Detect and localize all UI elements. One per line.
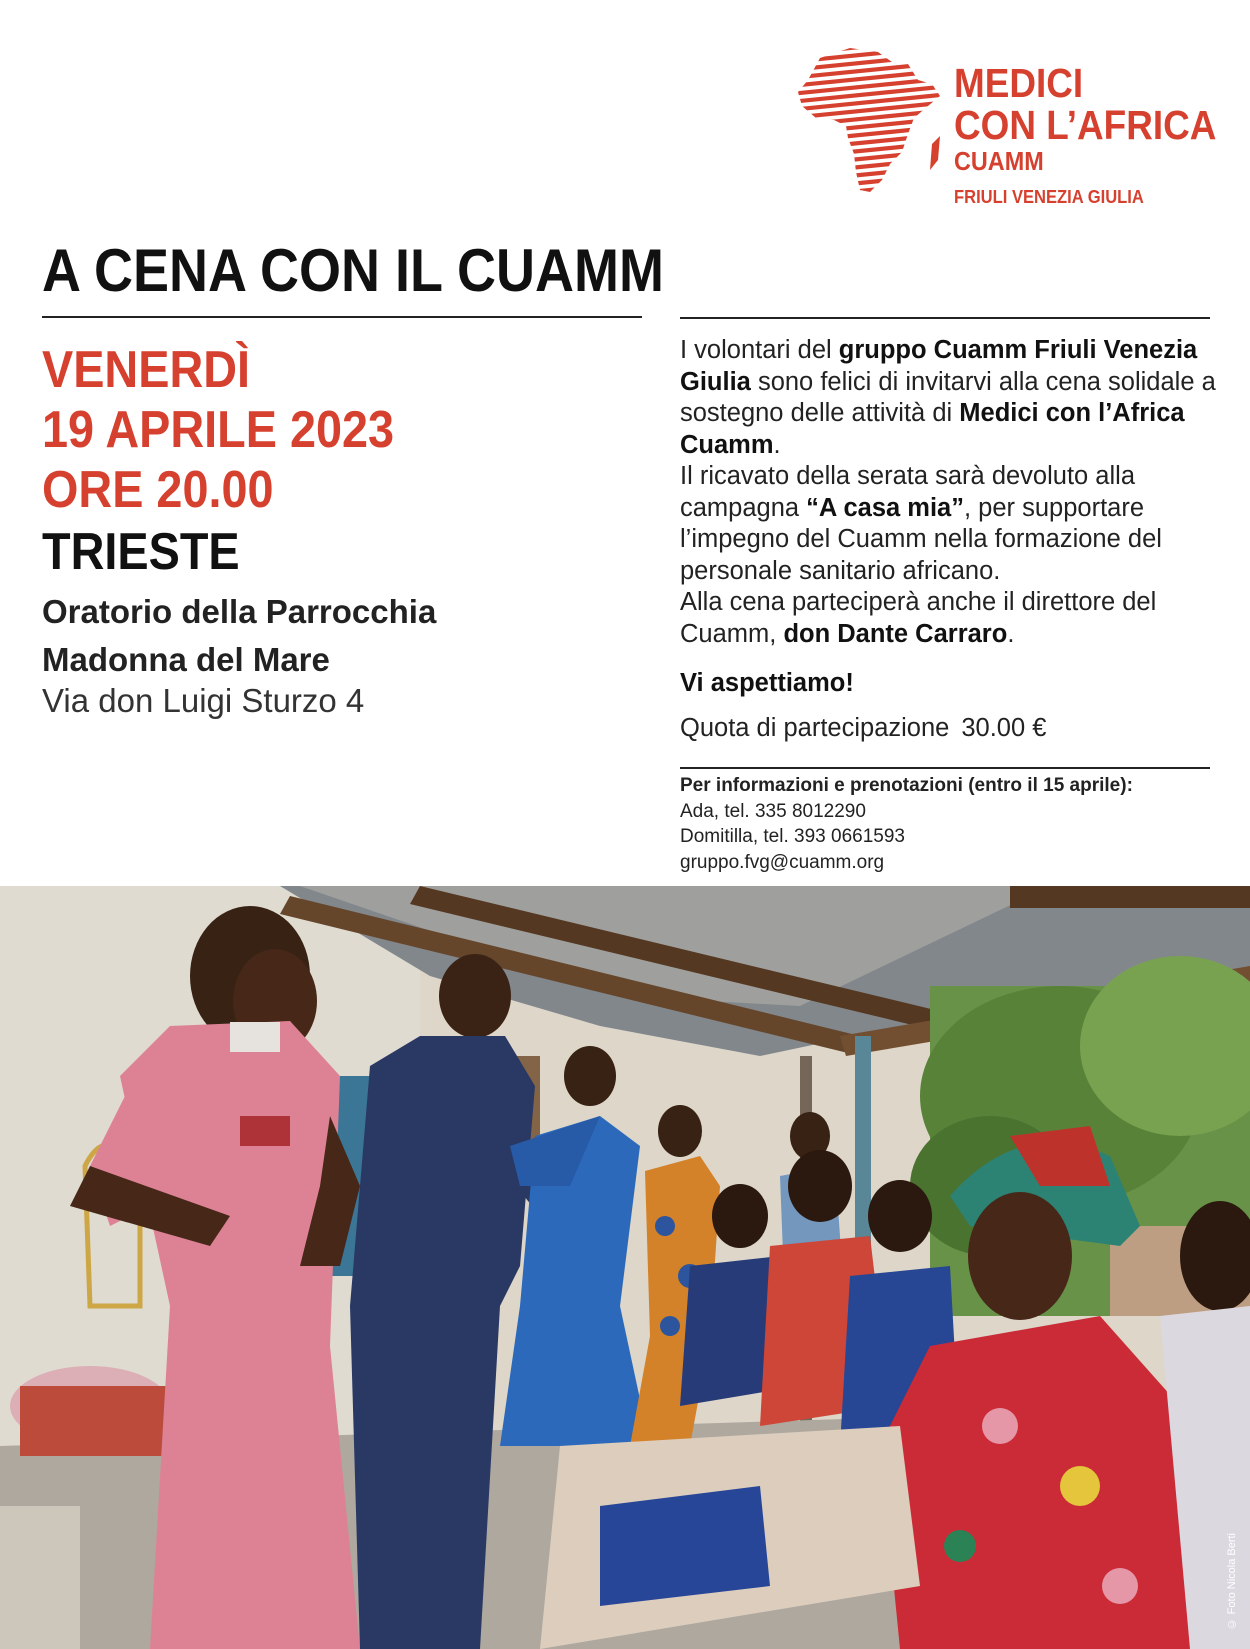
desc-text: sono felici di invitarvi alla cena solidale a sostegno delle attività di <box>680 367 1216 427</box>
event-photo <box>0 886 1250 1649</box>
desc-group-name: gruppo Cuamm Friuli Venezia Giulia <box>680 336 1198 396</box>
welcome-text: Vi aspettiamo! <box>680 669 854 697</box>
description-paragraph-1 <box>680 335 1220 461</box>
desc-text: , per supportare l’impegno del Cuamm nella formazione del personale sanitario africano. <box>680 493 1162 585</box>
contact-info <box>680 773 1133 875</box>
divider-info <box>680 767 1210 769</box>
logo-line-region: FRIULI VENEZIA GIULIA <box>954 187 1144 207</box>
event-day: VENERDÌ <box>42 341 251 399</box>
logo-line-medici: MEDICI <box>954 60 1084 106</box>
divider-left <box>42 316 642 318</box>
africa-map-icon <box>790 40 945 200</box>
event-datetime <box>42 340 394 520</box>
event-date: 19 APRILE 2023 <box>42 401 395 459</box>
event-time: ORE 20.00 <box>42 461 274 519</box>
contact-heading: Per informazioni e prenotazioni (entro il 15 aprile): <box>680 775 1133 796</box>
participation-fee <box>680 714 1046 743</box>
logo-text <box>954 62 1246 208</box>
photo-illustration <box>0 886 1250 1649</box>
contact-email[interactable]: gruppo.fvg@cuamm.org <box>680 851 885 873</box>
description-paragraph-2 <box>680 461 1220 587</box>
photo-credit: © Foto Nicola Berti <box>1226 1532 1238 1629</box>
desc-text: Alla cena parteciperà anche il direttore del Cuamm, <box>680 588 1157 648</box>
contact-ada: Ada, tel. 335 8012290 <box>680 800 866 822</box>
venue-line-1: Oratorio della Parrocchia <box>42 593 437 630</box>
event-description <box>680 335 1220 650</box>
divider-right <box>680 317 1210 319</box>
desc-director-name: don Dante Carraro <box>783 619 1008 648</box>
page-title: A CENA CON IL CUAMM <box>42 237 664 304</box>
event-city: TRIESTE <box>42 523 240 581</box>
fee-label: Quota di partecipazione <box>680 714 950 742</box>
logo-line-con-lafrica: CON L’AFRICA <box>954 102 1217 148</box>
desc-org-name: Medici con l’Africa Cuamm <box>680 399 1185 459</box>
event-address: Via don Luigi Sturzo 4 <box>42 682 365 719</box>
contact-domitilla: Domitilla, tel. 393 0661593 <box>680 826 905 847</box>
desc-text: . <box>773 430 781 459</box>
desc-text: . <box>1007 619 1015 648</box>
logo-line-cuamm: CUAMM <box>954 146 1044 176</box>
venue-line-2: Madonna del Mare <box>42 641 330 678</box>
description-paragraph-3 <box>680 587 1220 650</box>
desc-text: Il ricavato della serata sarà devoluto alla campagna <box>680 462 1136 522</box>
desc-text: I volontari del <box>680 336 839 364</box>
organization-logo <box>790 40 1217 215</box>
desc-campaign-name: “A casa mia” <box>806 493 964 522</box>
event-venue <box>42 588 436 684</box>
fee-price: 30.00 € <box>961 714 1047 742</box>
